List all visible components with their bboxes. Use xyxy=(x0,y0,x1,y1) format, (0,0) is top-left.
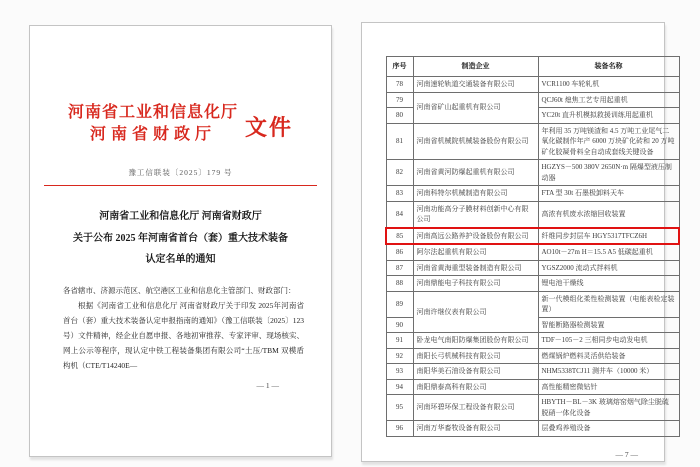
equipment-cell: YC20t 直升机模拟救援训练用起重机 xyxy=(538,108,679,124)
table-row xyxy=(386,291,679,317)
table-row xyxy=(386,92,679,108)
table-row xyxy=(386,244,679,260)
header-cell-company: 制造企业 xyxy=(413,57,538,77)
row-index-cell: 81 xyxy=(386,123,413,160)
equipment-cell: 锂电池干燥线 xyxy=(538,276,679,292)
company-cell: 河南省机械院机械装备股份有限公司 xyxy=(413,123,538,160)
equipment-cell: VCR1100 车轮轧机 xyxy=(538,77,679,93)
row-index-cell: 96 xyxy=(386,421,413,437)
equipment-cell: FTA 型 30t 石墨极卸料天车 xyxy=(538,186,679,202)
equipment-table-body xyxy=(386,77,679,437)
row-index-cell: 92 xyxy=(386,348,413,364)
row-index-cell: 95 xyxy=(386,395,413,421)
table-row xyxy=(386,260,679,276)
red-divider-line xyxy=(44,185,317,186)
document-page-1 xyxy=(29,25,332,457)
document-number: 豫工信联装〔2025〕179 号 xyxy=(128,168,233,178)
equipment-cell: 智能断路器检测装置 xyxy=(538,317,679,333)
equipment-cell: TDF－105－2 三相同步电动发电机 xyxy=(538,333,679,349)
document-title xyxy=(30,206,331,271)
row-index-cell: 78 xyxy=(386,77,413,93)
equipment-cell: AO10t－27m H＝15.5 A5 低碳起重机 xyxy=(538,244,679,260)
title-line-1: 河南省工业和信息化厅 河南省财政厅 xyxy=(99,211,262,223)
body-paragraph: 根据《河南省工业和信息化厅 河南省财政厅关于印发 2025年河南省首台（套）重大技术装备认定申报指南的通知》（豫工信联装〔2025〕123 号）文件精神，经企业自愿申报、各地初审推荐、专家评审、现场核实、网上公示等程序，现认定中铁工程装备集团有限公司“土压/TBM 双模盾构机（CTE/T14240E— xyxy=(63,300,304,370)
document-type-label: 文件 xyxy=(245,115,294,141)
page-number-right: — 7 — xyxy=(615,449,638,459)
row-index-cell: 91 xyxy=(386,333,413,349)
row-index-cell: 93 xyxy=(386,364,413,380)
title-line-3: 认定名单的通知 xyxy=(145,254,216,266)
equipment-cell: YGSZ2000 流动式拌料机 xyxy=(538,260,679,276)
header-cell-index: 序号 xyxy=(386,57,413,77)
agency-names xyxy=(68,102,238,145)
agency-line-1: 河南省工业和信息化厅 xyxy=(67,104,238,121)
company-cell: 河南鼎能电子科技有限公司 xyxy=(413,276,538,292)
table-header-row xyxy=(386,57,679,77)
company-cell: 河南省黄海重型装备制造有限公司 xyxy=(413,260,538,276)
row-index-cell: 90 xyxy=(386,317,413,333)
row-index-cell: 94 xyxy=(386,379,413,395)
company-cell: 河南万华畜牧设备有限公司 xyxy=(413,421,538,437)
table-row xyxy=(386,379,679,395)
table-row xyxy=(386,276,679,292)
company-cell: 南阳华美石油设备有限公司 xyxy=(413,364,538,380)
company-cell: 南阳鼎泰高科有限公司 xyxy=(413,379,538,395)
equipment-cell: 年利用 35 万吨镁渣和 4.5 万吨工业尾气二氧化碳制作年产 6000 万块矿化砖和 20 万吨矿化胶凝骨料全自动成套线关键设备 xyxy=(538,123,679,160)
company-cell: 河南省矿山起重机有限公司 xyxy=(413,92,538,123)
table-row xyxy=(386,364,679,380)
page-number-left: — 1 — xyxy=(256,380,279,390)
equipment-cell: QCJ60t 熄焦工艺专用起重机 xyxy=(538,92,679,108)
row-index-cell: 84 xyxy=(386,201,413,228)
equipment-cell: 燃煤锅炉燃料灵活供给装备 xyxy=(538,348,679,364)
company-cell: 阿尔法起重机有限公司 xyxy=(413,244,538,260)
table-row xyxy=(386,160,679,186)
title-line-2: 关于公布 2025 年河南省首台（套）重大技术装备 xyxy=(73,232,288,244)
row-index-cell: 87 xyxy=(386,260,413,276)
table-row xyxy=(386,186,679,202)
company-cell: 河南速轮轨道交通装备有限公司 xyxy=(413,77,538,93)
table-row xyxy=(386,421,679,437)
row-index-cell: 83 xyxy=(386,186,413,202)
document-page-7 xyxy=(361,22,675,462)
table-row xyxy=(386,77,679,93)
equipment-cell: 纤维同步封层车 HGY5317TFCZ6H xyxy=(538,228,679,245)
row-index-cell: 85 xyxy=(386,228,413,245)
table-row xyxy=(386,123,679,160)
company-cell: 南阳长弓机械科技有限公司 xyxy=(413,348,538,364)
document-body xyxy=(30,283,331,373)
row-index-cell: 79 xyxy=(386,92,413,108)
row-index-cell: 80 xyxy=(386,108,413,124)
table-row xyxy=(386,348,679,364)
row-index-cell: 89 xyxy=(386,291,413,317)
company-cell: 河南环碧环保工程设备有限公司 xyxy=(413,395,538,421)
table-row xyxy=(386,395,679,421)
red-letterhead xyxy=(30,102,331,145)
equipment-cell: NHM5338TCJ11 测井车（10000 米） xyxy=(538,364,679,380)
row-index-cell: 86 xyxy=(386,244,413,260)
agency-line-2: 河南省财政厅 xyxy=(89,125,216,143)
equipment-table xyxy=(385,56,680,437)
equipment-cell: 新一代模组化柔性检测装置（电能表检定装置） xyxy=(538,291,679,317)
header-cell-equipment: 装备名称 xyxy=(538,57,679,77)
equipment-cell: 层叠鸡养殖设备 xyxy=(538,421,679,437)
table-row xyxy=(386,333,679,349)
table-row xyxy=(386,201,679,228)
row-index-cell: 82 xyxy=(386,160,413,186)
company-cell: 河南省黄河防爆起重机有限公司 xyxy=(413,160,538,186)
equipment-cell: 高性能精密微钻针 xyxy=(538,379,679,395)
company-cell: 卧龙电气南阳防爆集团股份有限公司 xyxy=(413,333,538,349)
row-index-cell: 88 xyxy=(386,276,413,292)
equipment-cell: HBYTH－BL－3K 玻璃熔窑烟气除尘脱硫脱硝一体化设备 xyxy=(538,395,679,421)
company-cell: 河南许继仪表有限公司 xyxy=(413,291,538,333)
salutation-paragraph: 各省辖市、济源示范区、航空港区工业和信息化主管部门、财政部门： xyxy=(63,285,296,295)
equipment-cell: 高浓有机废水浓缩回收装置 xyxy=(538,201,679,228)
company-cell: 河南科特尔机械制造有限公司 xyxy=(413,186,538,202)
equipment-cell: HGZYS－500 380V 2650N·m 隔爆型液压制动器 xyxy=(538,160,679,186)
company-cell: 河南功能高分子膜材料创新中心有限公司 xyxy=(413,201,538,228)
company-cell: 河南高远公路养护设备股份有限公司 xyxy=(413,228,538,245)
table-row-highlighted xyxy=(386,228,679,245)
